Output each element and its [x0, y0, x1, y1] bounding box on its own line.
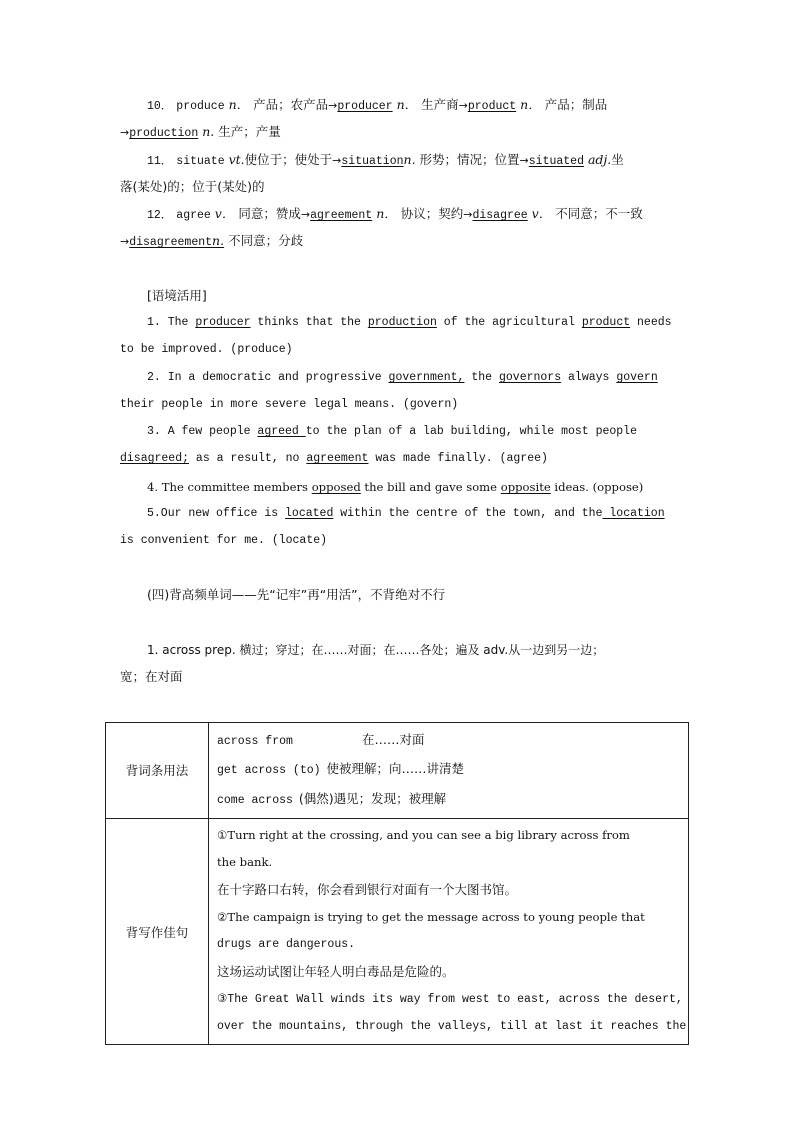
answer: opposed	[311, 480, 361, 494]
word-item-12	[147, 206, 676, 224]
arrow-icon: →	[300, 208, 311, 221]
usage-row	[106, 723, 689, 819]
headword: situate	[176, 155, 225, 168]
sentence-text: 5.Our new office is	[147, 507, 286, 520]
arrow-icon: →	[463, 208, 473, 221]
meaning: 坐	[611, 152, 624, 167]
answer: product	[581, 316, 631, 329]
derived-word: situated	[528, 155, 584, 168]
meaning: 协议；契约	[400, 206, 464, 221]
sentence-text: 4. The committee members	[147, 480, 312, 494]
sentence-text: 3. A few people	[147, 425, 258, 438]
sentence-1-cont: to be improved. (produce)	[120, 343, 293, 356]
derived-word: producer	[337, 100, 393, 113]
sentence-text: the	[464, 371, 499, 384]
word-item-10-cont	[120, 124, 676, 142]
meaning: 不同意；分歧	[228, 233, 304, 248]
meaning: 不同意；不一致	[555, 206, 643, 221]
usage-table	[105, 722, 689, 1045]
answer: govern	[616, 371, 658, 384]
usage-cell	[209, 723, 689, 819]
pos: v．	[531, 206, 552, 221]
meaning: 形势；情况；位置	[419, 152, 520, 167]
pos: n．	[520, 97, 541, 112]
meaning: 落(某处)的；位于(某处)的	[120, 179, 265, 194]
sentence-text: was made finally. (agree)	[368, 452, 548, 465]
usage-meaning: 使被理解；向……讲清楚	[326, 761, 465, 777]
pos: n.	[403, 152, 416, 167]
derived-word: disagree	[472, 209, 528, 222]
sentence-text: ideas. (oppose)	[550, 480, 644, 494]
item-number: 12．	[147, 209, 173, 222]
sentence-text: within the centre of the town, and the	[333, 507, 603, 520]
meaning: 产品；农产品	[253, 97, 329, 112]
pos: n．	[396, 97, 418, 112]
meaning: 生产；产量	[218, 124, 281, 139]
sentence-text: to the plan of a lab building, while most people	[305, 425, 637, 438]
sentence-text: of the agricultural	[436, 316, 582, 329]
sentence-text: the bill and gave some	[360, 480, 501, 494]
usage-phrase: come across	[217, 793, 293, 807]
answer: government,	[388, 371, 465, 384]
item-number: 10．	[147, 100, 173, 113]
usage-phrase: get across (to)	[217, 764, 321, 778]
sentence-1	[147, 315, 676, 331]
answer: located	[285, 507, 334, 520]
derived-word: disagreement	[129, 236, 213, 249]
word-item-11	[147, 152, 676, 170]
arrow-icon: →	[458, 99, 468, 112]
meaning: 使位于；使处于	[244, 152, 333, 167]
usage-meaning: 在……对面	[362, 732, 425, 747]
sentence-2	[147, 370, 676, 386]
sentence-text: as a result, no	[189, 452, 307, 465]
headword: produce	[176, 100, 225, 113]
sentence-2-cont: their people in more severe legal means. (govern)	[120, 398, 459, 411]
usage-line	[217, 755, 682, 784]
sentence-3-cont	[120, 451, 676, 467]
arrow-icon: →	[328, 99, 338, 112]
pos: n.	[212, 233, 225, 248]
across-definition: 1. across prep. 横过；穿过；在……对面；在……各处；遍及 adv.从一边到另一边；	[147, 643, 605, 657]
examples-label: 背写作佳句	[106, 818, 209, 1044]
example-cn: 这场运动试图让年轻人明白毒品是危险的。	[217, 964, 455, 980]
example-en: over the mountains, through the valleys, till at last it reaches the	[217, 1019, 687, 1033]
meaning: 生产商	[421, 97, 459, 112]
arrow-icon: →	[519, 154, 529, 167]
pos: v．	[214, 206, 235, 221]
word-item-12-cont	[120, 233, 676, 251]
sentence-5-cont: is convenient for me. (locate)	[120, 534, 328, 547]
arrow-icon: →	[332, 154, 342, 167]
examples-row	[106, 818, 689, 1044]
section-heading: (四)背高频单词——先“记牢”再“用活”，不背绝对不行	[147, 587, 446, 602]
word-item-10	[147, 97, 676, 115]
answer: disagreed;	[120, 452, 190, 465]
meaning: 同意；赞成	[238, 206, 301, 221]
pos: adj.	[587, 152, 612, 167]
examples-cell	[209, 818, 689, 1044]
usage-meaning: (偶然)遇见；发现；被理解	[298, 790, 447, 806]
answer: location	[602, 507, 665, 520]
word-item-11-cont	[120, 179, 676, 195]
derived-word: production	[129, 127, 199, 140]
example-en: ①Turn right at the crossing, and you can see a big library across from	[217, 827, 630, 842]
usage-phrase: across from	[217, 735, 293, 748]
answer: opposite	[500, 480, 551, 494]
pos: vt.	[228, 152, 245, 167]
usage-label: 背词条用法	[106, 723, 209, 819]
item-number: 11．	[147, 155, 173, 168]
sentence-text: 2. In a democratic and progressive	[147, 371, 389, 384]
meaning: 产品；制品	[544, 97, 608, 112]
example-en: ③The Great Wall winds its way from west to east, across the desert,	[217, 992, 683, 1006]
usage-line	[217, 785, 682, 814]
usage-line	[217, 726, 682, 755]
example-cn: 在十字路口右转，你会看到银行对面有一个大图书馆。	[217, 882, 518, 898]
sentence-5	[147, 506, 676, 522]
context-heading: [语境活用]	[147, 288, 207, 303]
arrow-icon: →	[120, 126, 130, 139]
sentence-3	[147, 424, 676, 440]
sentence-text: always	[561, 371, 617, 384]
answer: agreed	[257, 425, 306, 438]
answer: agreement	[306, 452, 369, 465]
sentence-text: needs	[630, 316, 672, 329]
sentence-text: 1. The	[147, 316, 196, 329]
derived-word: situation	[341, 155, 404, 168]
example-en: the bank.	[217, 855, 273, 870]
answer: producer	[195, 316, 251, 329]
derived-word: product	[467, 100, 517, 113]
pos: n．	[376, 206, 397, 221]
pos: n.	[202, 124, 215, 139]
across-definition-cont: 宽；在对面	[120, 669, 183, 684]
example-en: drugs are dangerous.	[217, 938, 356, 952]
example-en: ②The campaign is trying to get the message across to young people that	[217, 909, 645, 924]
pos: n．	[228, 97, 250, 112]
answer: production	[367, 316, 437, 329]
derived-word: agreement	[310, 209, 373, 222]
answer: governors	[498, 371, 562, 384]
arrow-icon: →	[120, 235, 130, 248]
sentence-text: thinks that the	[250, 316, 368, 329]
sentence-4	[147, 479, 676, 495]
headword: agree	[176, 209, 211, 222]
